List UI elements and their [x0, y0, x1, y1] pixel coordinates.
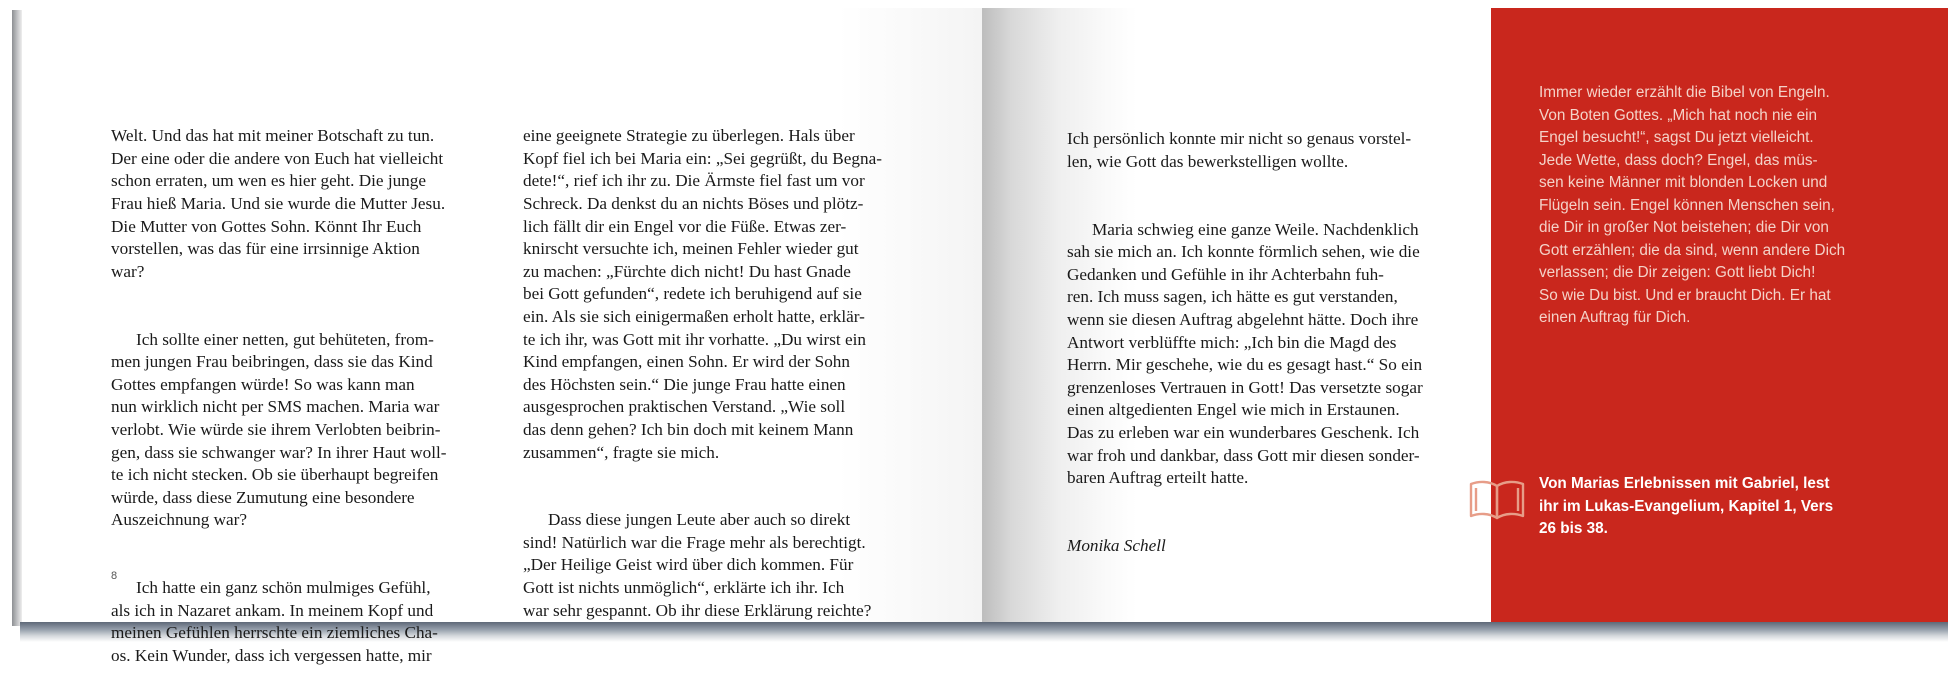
paragraph: Ich persönlich konnte mir nicht so genaus vorstel- len, wie Gott das bewerkstelligen wollte.	[1067, 129, 1412, 171]
paragraph: Maria schwieg eine ganze Weile. Nachdenklich sah sie mich an. Ich konnte förmlich sehen, wie die Gedanken und Gefühle in ihr Achterbahn fuh- ren. Ich muss sagen, ich hätte es gut verstanden, wenn sie diesen Auftrag abgelehnt hätte. Doch ihre Antwort verblüffte mich: „Ich bin die Magd des Herrn. Mir geschehe, wie du es gesagt hast.“ So ein grenzenloses Vertrauen in Gott! Das versetzte sogar einen altgedienten Engel wie mich in Erstaunen. Das zu erleben war ein wunderbares Geschenk. Ich war froh und dankbar, dass Gott mir diesen sonder- baren Auftrag erteilt hatte.	[1067, 219, 1423, 488]
paragraph: Welt. Und das hat mit meiner Botschaft zu tun. Der eine oder die andere von Euch hat vielleicht schon erraten, um wen es hier geht. Die junge Frau hieß Maria. Und sie wurde die Mutter Jesu. Die Mutter von Gottes Sohn. Könnt Ihr Euch vorstellen, was das für eine irrsinnige Aktion war?	[111, 126, 446, 281]
right-page-column	[1067, 83, 1423, 580]
paragraph: Dass diese jungen Leute aber auch so direkt sind! Natürlich war die Frage mehr als berechtigt. „Der Heilige Geist wird über dich kommen. Für Gott ist nichts unmöglich“, erklärte ich ihr. Ich war sehr gespannt. Ob ihr diese Erklärung reichte?	[523, 510, 872, 620]
left-page-column-1	[111, 80, 447, 690]
left-page-column-2	[523, 80, 882, 645]
bible-reference-hint: Von Marias Erlebnissen mit Gabriel, lest ihr im Lukas-Evangelium, Kapitel 1, Vers 26 bis 38.	[1539, 475, 1834, 537]
paragraph: Ich hatte ein ganz schön mulmiges Gefühl, als ich in Nazaret ankam. In meinem Kopf und meinen Gefühlen herrschte ein ziemliches Cha- os. Kein Wunder, dass ich vergessen hatte, mir	[111, 578, 438, 665]
author-signature: Monika Schell	[1067, 535, 1166, 555]
paragraph: eine geeignete Strategie zu überlegen. Hals über Kopf fiel ich bei Maria ein: „Sei gegrüßt, du Begna- dete!“, rief ich ihr zu. Die Ärmste fiel fast um vor Schreck. Da denkst du an nichts Böses und plötz- lich fällt dir ein Engel vor die Füße. Etwas zer- knirscht versuchte ich, meinen Fehler wieder gut zu machen: „Fürchte dich nicht! Du hast Gnade bei Gott gefunden“, redete ich beruhigend auf sie ein. Als sie sich einigermaßen erholt hatte, erklär- te ich ihr, was Gott mit ihr vorhatte. „Du wirst ein Kind empfangen, einen Sohn. Er wird der Sohn des Höchsten sein.“ Die junge Frau hatte einen ausgesprochen praktischen Verstand. „Wie soll das denn gehen? Ich bin doch mit keinem Mann zusammen“, fragte sie mich.	[523, 126, 882, 462]
page-number: 8	[111, 570, 118, 582]
paragraph: Ich sollte einer netten, gut behüteten, from- men jungen Frau beibringen, dass sie das Kind Gottes empfangen würde! So was kann man nun wirklich nicht per SMS machen. Maria war verlobt. Wie würde sie ihrem Verlobten beibrin- gen, dass sie schwanger war? In ihrer Haut woll- te ich nicht stecken. Ob sie überhaupt begreifen würde, dass diese Zumutung eine besondere Auszeichnung war?	[111, 329, 447, 530]
book-cover-edge-left	[12, 10, 22, 626]
open-book-icon	[1467, 478, 1527, 522]
sidebar-text: Immer wieder erzählt die Bibel von Engeln. Von Boten Gottes. „Mich hat noch nie ein Engel besucht!“, sagst Du jetzt vielleicht. Jede Wette, dass doch? Engel, das müs- sen keine Männer mit blonden Locken und Flügeln sein. Engel können Menschen sein, die Dir in großer Not beistehen; die Dir von Gott erzählen; die da sind, wenn andere Dich verlassen; die Dir zeigen: Gott liebt Dich! So wie Du bist. Und er braucht Dich. Er hat einen Auftrag für Dich.	[1539, 84, 1846, 326]
red-sidebar	[1491, 8, 1948, 622]
